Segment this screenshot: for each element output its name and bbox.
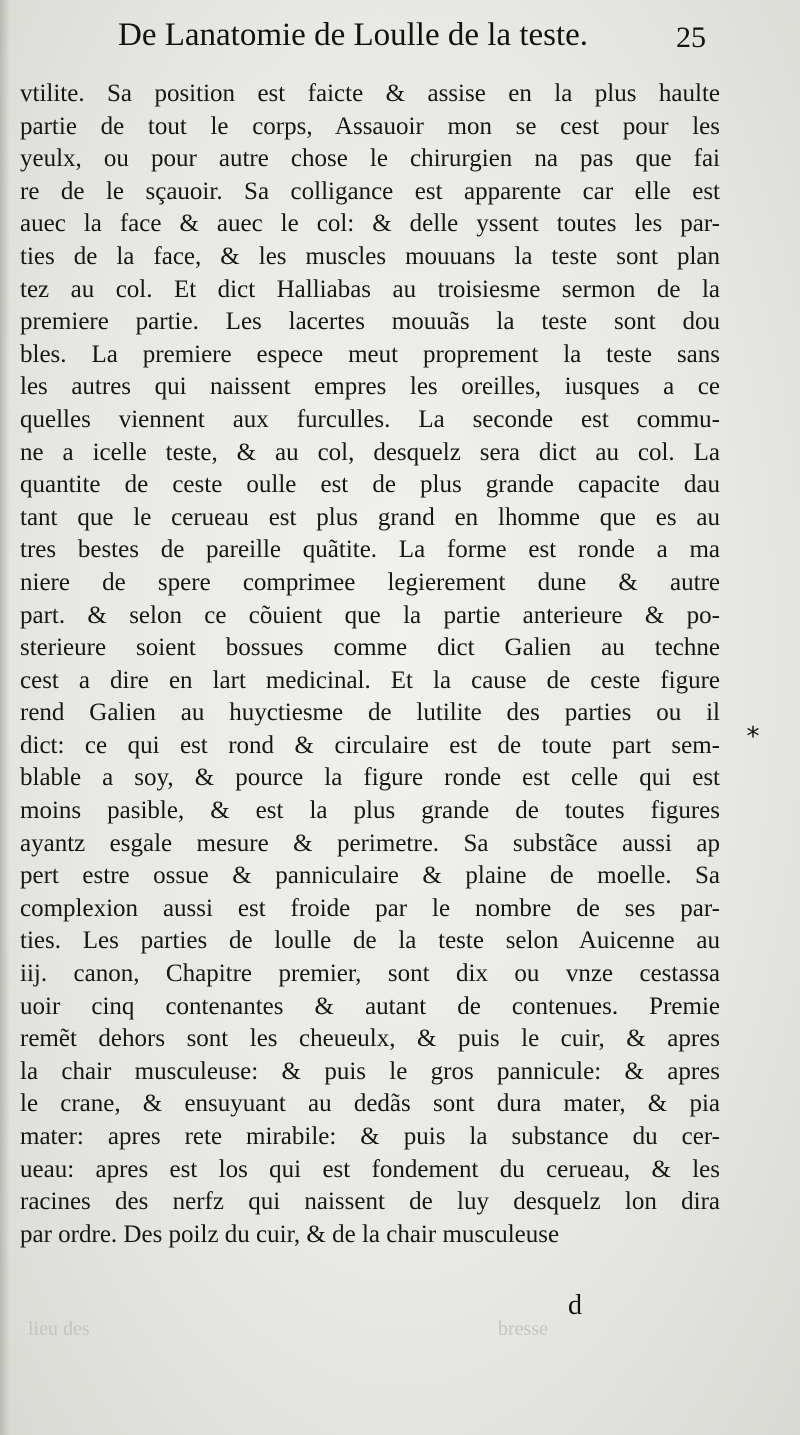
text-line: ueau: apres est los qui est fondement du cerueau, & les xyxy=(20,1155,720,1183)
text-line: mater: apres rete mirabile: & puis la substance du cer- xyxy=(20,1123,720,1150)
text-line: cest a dire en lart medicinal. Et la cause de ceste figure xyxy=(20,666,720,694)
text-line: auec la face & auec le col: & delle yssent toutes les par- xyxy=(20,210,720,238)
text-line: ne a icelle teste, & au col, desquelz sera dict au col. La xyxy=(20,438,720,466)
text-line: bles. La premiere espece meut proprement la teste sans xyxy=(20,340,720,368)
text-line: remẽt dehors sont les cheueulx, & puis le cuir, & apres xyxy=(20,1025,720,1053)
page-number: 25 xyxy=(676,21,706,54)
text-line: ties. Les parties de loulle de la teste selon Auicenne au xyxy=(20,927,720,955)
show-through-left: lieu des xyxy=(28,1318,90,1340)
text-line: complexion aussi est froide par le nombre de ses par- xyxy=(20,894,720,922)
show-through-right: bresse xyxy=(498,1318,548,1340)
text-line: le crane, & ensuyuant au dedãs sont dura mater, & pia xyxy=(20,1090,720,1118)
text-line: moins pasible, & est la plus grande de toutes figures xyxy=(20,797,720,825)
text-line: niere de spere comprimee legierement dune & autre xyxy=(20,568,720,596)
text-line: uoir cinq contenantes & autant de contenues. Premie xyxy=(20,992,720,1020)
text-line: dict: ce qui est rond & circulaire est de toute part sem- xyxy=(20,731,720,759)
text-line: racines des nerfz qui naissent de luy desquelz lon dira xyxy=(20,1188,720,1216)
text-line: tez au col. Et dict Halliabas au troisiesme sermon de la xyxy=(20,275,720,303)
text-line: iij. canon, Chapitre premier, sont dix ou vnze cestassa xyxy=(20,960,720,988)
text-line: part. & selon ce cõuient que la partie anterieure & po- xyxy=(20,601,720,629)
text-line: ayantz esgale mesure & perimetre. Sa substãce aussi ap xyxy=(20,829,720,857)
text-line: par ordre. Des poilz du cuir, & de la chair musculeuse xyxy=(20,1220,560,1248)
text-line: ties de la face, & les muscles mouuans la teste sont plan xyxy=(20,242,720,270)
body-text-block xyxy=(20,78,720,1251)
text-line: blable a soy, & pource la figure ronde est celle qui est xyxy=(20,764,720,792)
text-line: vtilite. Sa position est faicte & assise en la plus haulte xyxy=(20,80,720,107)
running-title: De Lanatomie de Loulle de la teste. xyxy=(118,17,589,53)
text-line: rend Galien au huyctiesme de lutilite des parties ou il xyxy=(20,699,720,727)
text-line: quelles viennent aux furculles. La seconde est commu- xyxy=(20,405,720,433)
text-line: yeulx, ou pour autre chose le chirurgien na pas que fai xyxy=(20,145,720,173)
text-line: sterieure soient bossues comme dict Galien au techne xyxy=(20,634,720,662)
show-through-text xyxy=(28,1316,588,1342)
text-line: tant que le cerueau est plus grand en lhomme que es au xyxy=(20,503,720,531)
text-line: les autres qui naissent empres les oreilles, iusques a ce xyxy=(20,373,720,401)
text-line: re de le sçauoir. Sa colligance est apparente car elle est xyxy=(20,177,720,205)
text-line: quantite de ceste oulle est de plus grande capacite dau xyxy=(20,471,720,499)
text-line: partie de tout le corps, Assauoir mon se cest pour les xyxy=(20,112,720,140)
text-line: la chair musculeuse: & puis le gros pannicule: & apres xyxy=(20,1057,720,1085)
margin-asterisk-mark: * xyxy=(746,722,760,752)
text-line: premiere partie. Les lacertes mouuãs la teste sont dou xyxy=(20,308,720,336)
text-line: pert estre ossue & panniculaire & plaine de moelle. Sa xyxy=(20,862,720,890)
page-gutter-shadow xyxy=(0,0,10,1435)
signature-mark: d xyxy=(568,1290,582,1321)
text-line: tres bestes de pareille quãtite. La forme est ronde a ma xyxy=(20,536,720,564)
